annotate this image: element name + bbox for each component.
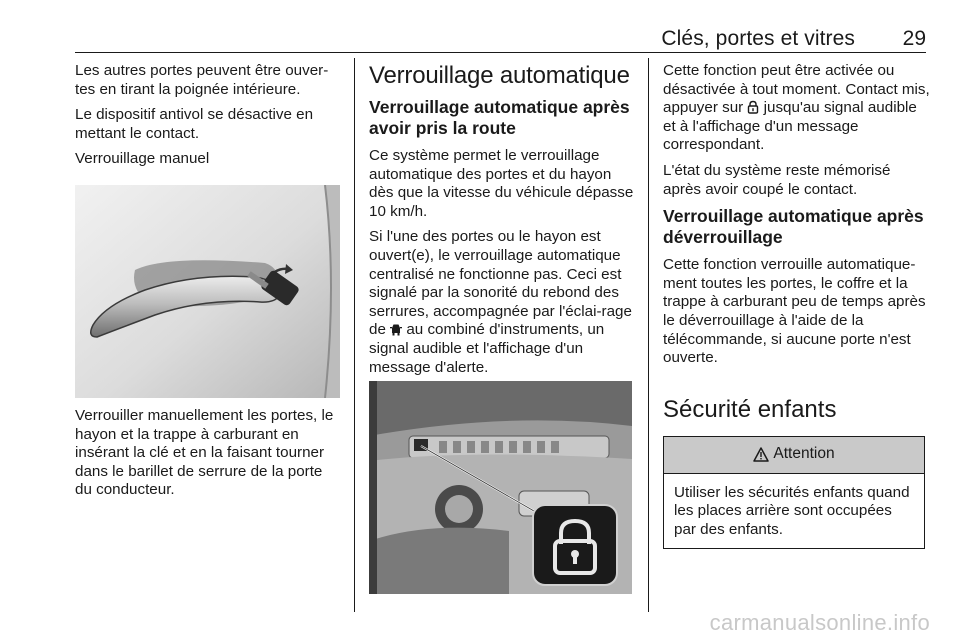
column-divider-1: [354, 58, 355, 612]
subheading-after-driving: Verrouillage automatique après avoir pris la route: [369, 97, 630, 138]
padlock-icon: [747, 100, 759, 114]
car-door-warning-icon: [390, 322, 402, 336]
paragraph: Cette fonction verrouille automatique-ment toutes les portes, le coffre et la trappe à carburant peu de temps après le déverrouillage à l'aide de la télécommande, si aucune porte n'est ouverte.: [663, 256, 926, 367]
subheading-manual-locking: Verrouillage manuel: [75, 150, 210, 168]
subheading-after-unlocking: Verrouillage automatique après déverrouillage: [663, 206, 924, 248]
heading-automatic-locking: Verrouillage automatique: [369, 62, 630, 89]
attention-header: [664, 437, 924, 474]
door-handle-key-icon: [75, 185, 340, 398]
warning-triangle-icon: [753, 447, 769, 462]
attention-label: Attention: [773, 445, 835, 463]
paragraph: Les autres portes peuvent être ouver-tes en tirant la poignée intérieure.: [75, 62, 329, 98]
paragraph: Si l'une des portes ou le hayon est ouvert(e), le verrouillage automatique centralisé ne fonctionne pas. Ceci est signalé par la sonorité du rebond des serrures, accompagnée par l'éclai-rage de au combiné d'instruments, un signal audible et l'affichage d'un message d'alerte.: [369, 228, 632, 376]
paragraph: Cette fonction peut être activée ou désactivée à tout moment. Contact mis, appuyer sur jusqu'au signal audible et à l'affichage d'un message correspondant.: [663, 62, 930, 154]
column-1: [75, 62, 343, 176]
paragraph: Le dispositif antivol se désactive en mettant le contact.: [75, 106, 314, 142]
attention-box: [663, 436, 925, 549]
column-2: [369, 62, 635, 384]
dashboard-lock-button-illustration: [369, 381, 632, 594]
manual-locking-caption: Verrouiller manuellement les portes, le hayon et la trappe à carburant en insérant la clé et en la faisant tourner dans le barillet de serrure de la porte du conducteur.: [75, 407, 334, 499]
column-divider-2: [648, 58, 649, 612]
section-title-child-safety: Sécurité enfants: [663, 395, 837, 423]
page-number: 29: [902, 27, 926, 50]
column-3: [663, 62, 931, 549]
paragraph: Ce système permet le verrouillage automatique des portes et du hayon dès que la vitesse du véhicule dépasse 10 km/h.: [369, 147, 634, 220]
running-header-title: Clés, portes et vitres: [661, 27, 855, 50]
door-handle-key-illustration: [75, 185, 340, 398]
paragraph: L'état du système reste mémorisé après avoir coupé le contact.: [663, 161, 891, 198]
header-rule: [75, 52, 926, 53]
watermark: carmanualsonline.info: [709, 610, 930, 635]
dashboard-lock-button-icon: [369, 381, 632, 594]
attention-text: Utiliser les sécurités enfants quand les places arrière sont occupées par des enfants.: [674, 483, 910, 538]
